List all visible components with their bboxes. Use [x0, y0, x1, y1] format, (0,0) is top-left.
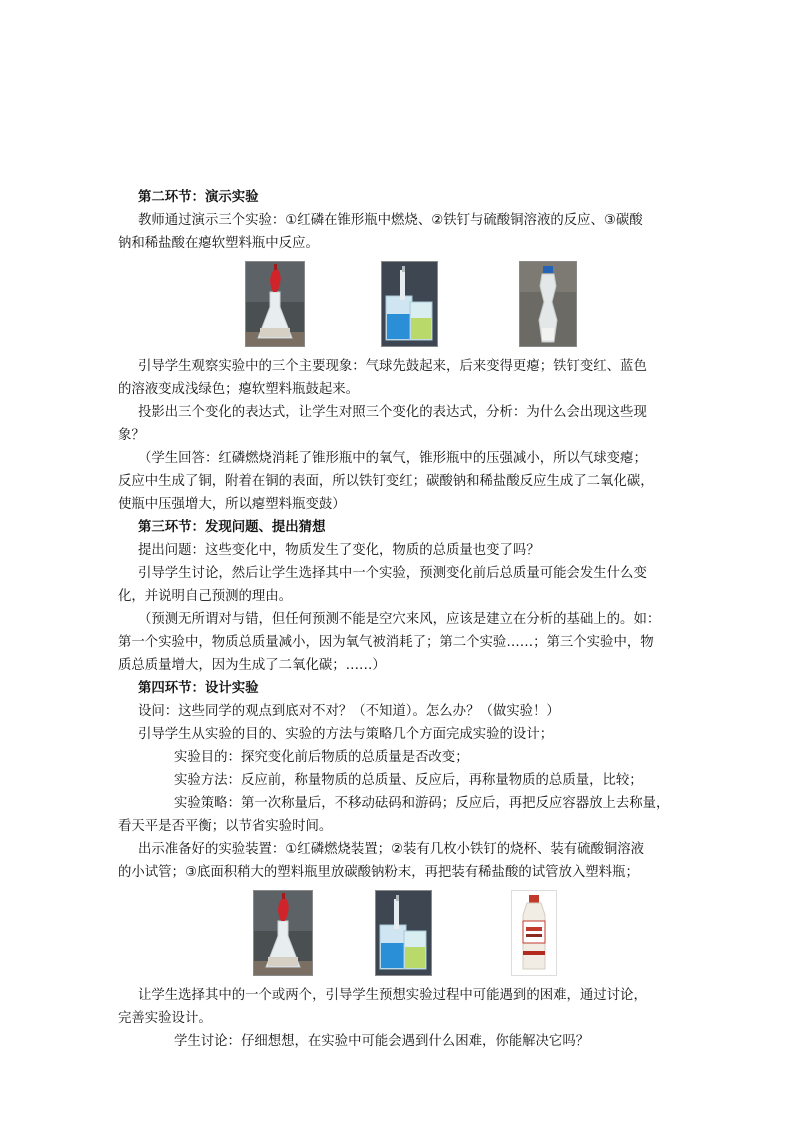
paragraph-line: 学生讨论：仔细想想，在实验中可能会遇到什么困难，你能解决它吗？ — [174, 1034, 590, 1049]
beaker-blue-solution-photo — [375, 890, 432, 976]
paragraph-line: 实验目的：探究变化前后物质的总质量是否改变； — [174, 750, 469, 765]
paragraph-line: 使瓶中压强增大，所以瘪塑料瓶变鼓） — [118, 497, 346, 512]
paragraph-line: 钠和稀盐酸在瘪软塑料瓶中反应。 — [118, 236, 319, 251]
document-body — [118, 186, 678, 1053]
paragraph-line: 第一个实验中，物质总质量减小，因为氧气被消耗了；第二个实验……；第三个实验中，物 — [118, 635, 654, 650]
plastic-bottle-photo — [519, 261, 577, 347]
paragraph-line: 完善实验设计。 — [118, 1011, 212, 1026]
paragraph-line: 提出问题：这些变化中，物质发生了变化，物质的总质量也变了吗？ — [138, 543, 540, 558]
paragraph-line: 看天平是否平衡；以节省实验时间。 — [118, 819, 333, 834]
paragraph-line: 质总质量增大，因为生成了二氧化碳；……） — [118, 658, 386, 673]
section-2-title: 第二环节：演示实验 — [138, 190, 259, 205]
paragraph-line: 设问：这些同学的观点到底对不对？（不知道）。怎么办？（做实验！） — [138, 704, 560, 719]
beaker-blue-solution-photo — [381, 261, 438, 347]
flask-balloon-photo — [245, 261, 305, 347]
paragraph-line: （预测无所谓对与错，但任何预测不能是空穴来风，应该是建立在分析的基础上的。如： — [138, 612, 661, 627]
photo-row-1 — [118, 261, 678, 351]
paragraph-line: 化，并说明自己预测的理由。 — [118, 589, 293, 604]
paragraph-line: 让学生选择其中的一个或两个，引导学生预想实验过程中可能遇到的困难，通过讨论， — [138, 988, 647, 1003]
paragraph-line: 引导学生讨论，然后让学生选择其中一个实验，预测变化前后总质量可能会发生什么变 — [138, 566, 647, 581]
paragraph-line: 引导学生观察实验中的三个主要现象：气球先鼓起来，后来变得更瘪；铁钉变红、蓝色 — [138, 359, 647, 374]
paragraph-line: 投影出三个变化的表达式，让学生对照三个变化的表达式，分析：为什么会出现这些现 — [138, 405, 647, 420]
paragraph-line: 出示准备好的实验装置：①红磷燃烧装置；②装有几枚小铁钉的烧杯、装有硫酸铜溶液 — [138, 842, 645, 857]
paragraph-line: 引导学生从实验的目的、实验的方法与策略几个方面完成实验的设计； — [138, 727, 554, 742]
paragraph-line: 实验策略：第一次称量后，不移动砝码和游码；反应后，再把反应容器放上去称量， — [174, 796, 670, 811]
flask-balloon-photo — [253, 890, 313, 976]
drink-bottle-photo — [511, 890, 557, 976]
paragraph-line: 的溶液变成浅绿色；瘪软塑料瓶鼓起来。 — [118, 382, 360, 397]
paragraph-line: 实验方法：反应前，称量物质的总质量、反应后，再称量物质的总质量，比较； — [174, 773, 643, 788]
paragraph-line: （学生回答：红磷燃烧消耗了锥形瓶中的氧气，锥形瓶中的压强减小，所以气球变瘪； — [138, 451, 647, 466]
paragraph-line: 象？ — [118, 428, 145, 443]
paragraph-line: 的小试管；③底面积稍大的塑料瓶里放碳酸钠粉末，再把装有稀盐酸的试管放入塑料瓶； — [118, 865, 639, 880]
paragraph-line: 反应中生成了铜，附着在铜的表面，所以铁钉变红；碳酸钠和稀盐酸反应生成了二氧化碳， — [118, 474, 654, 489]
section-3-title: 第三环节：发现问题、提出猜想 — [138, 520, 326, 535]
photo-row-2 — [118, 890, 678, 980]
paragraph-line: 教师通过演示三个实验：①红磷在锥形瓶中燃烧、②铁钉与硫酸铜溶液的反应、③碳酸 — [138, 213, 643, 228]
section-4-title: 第四环节：设计实验 — [138, 681, 259, 696]
